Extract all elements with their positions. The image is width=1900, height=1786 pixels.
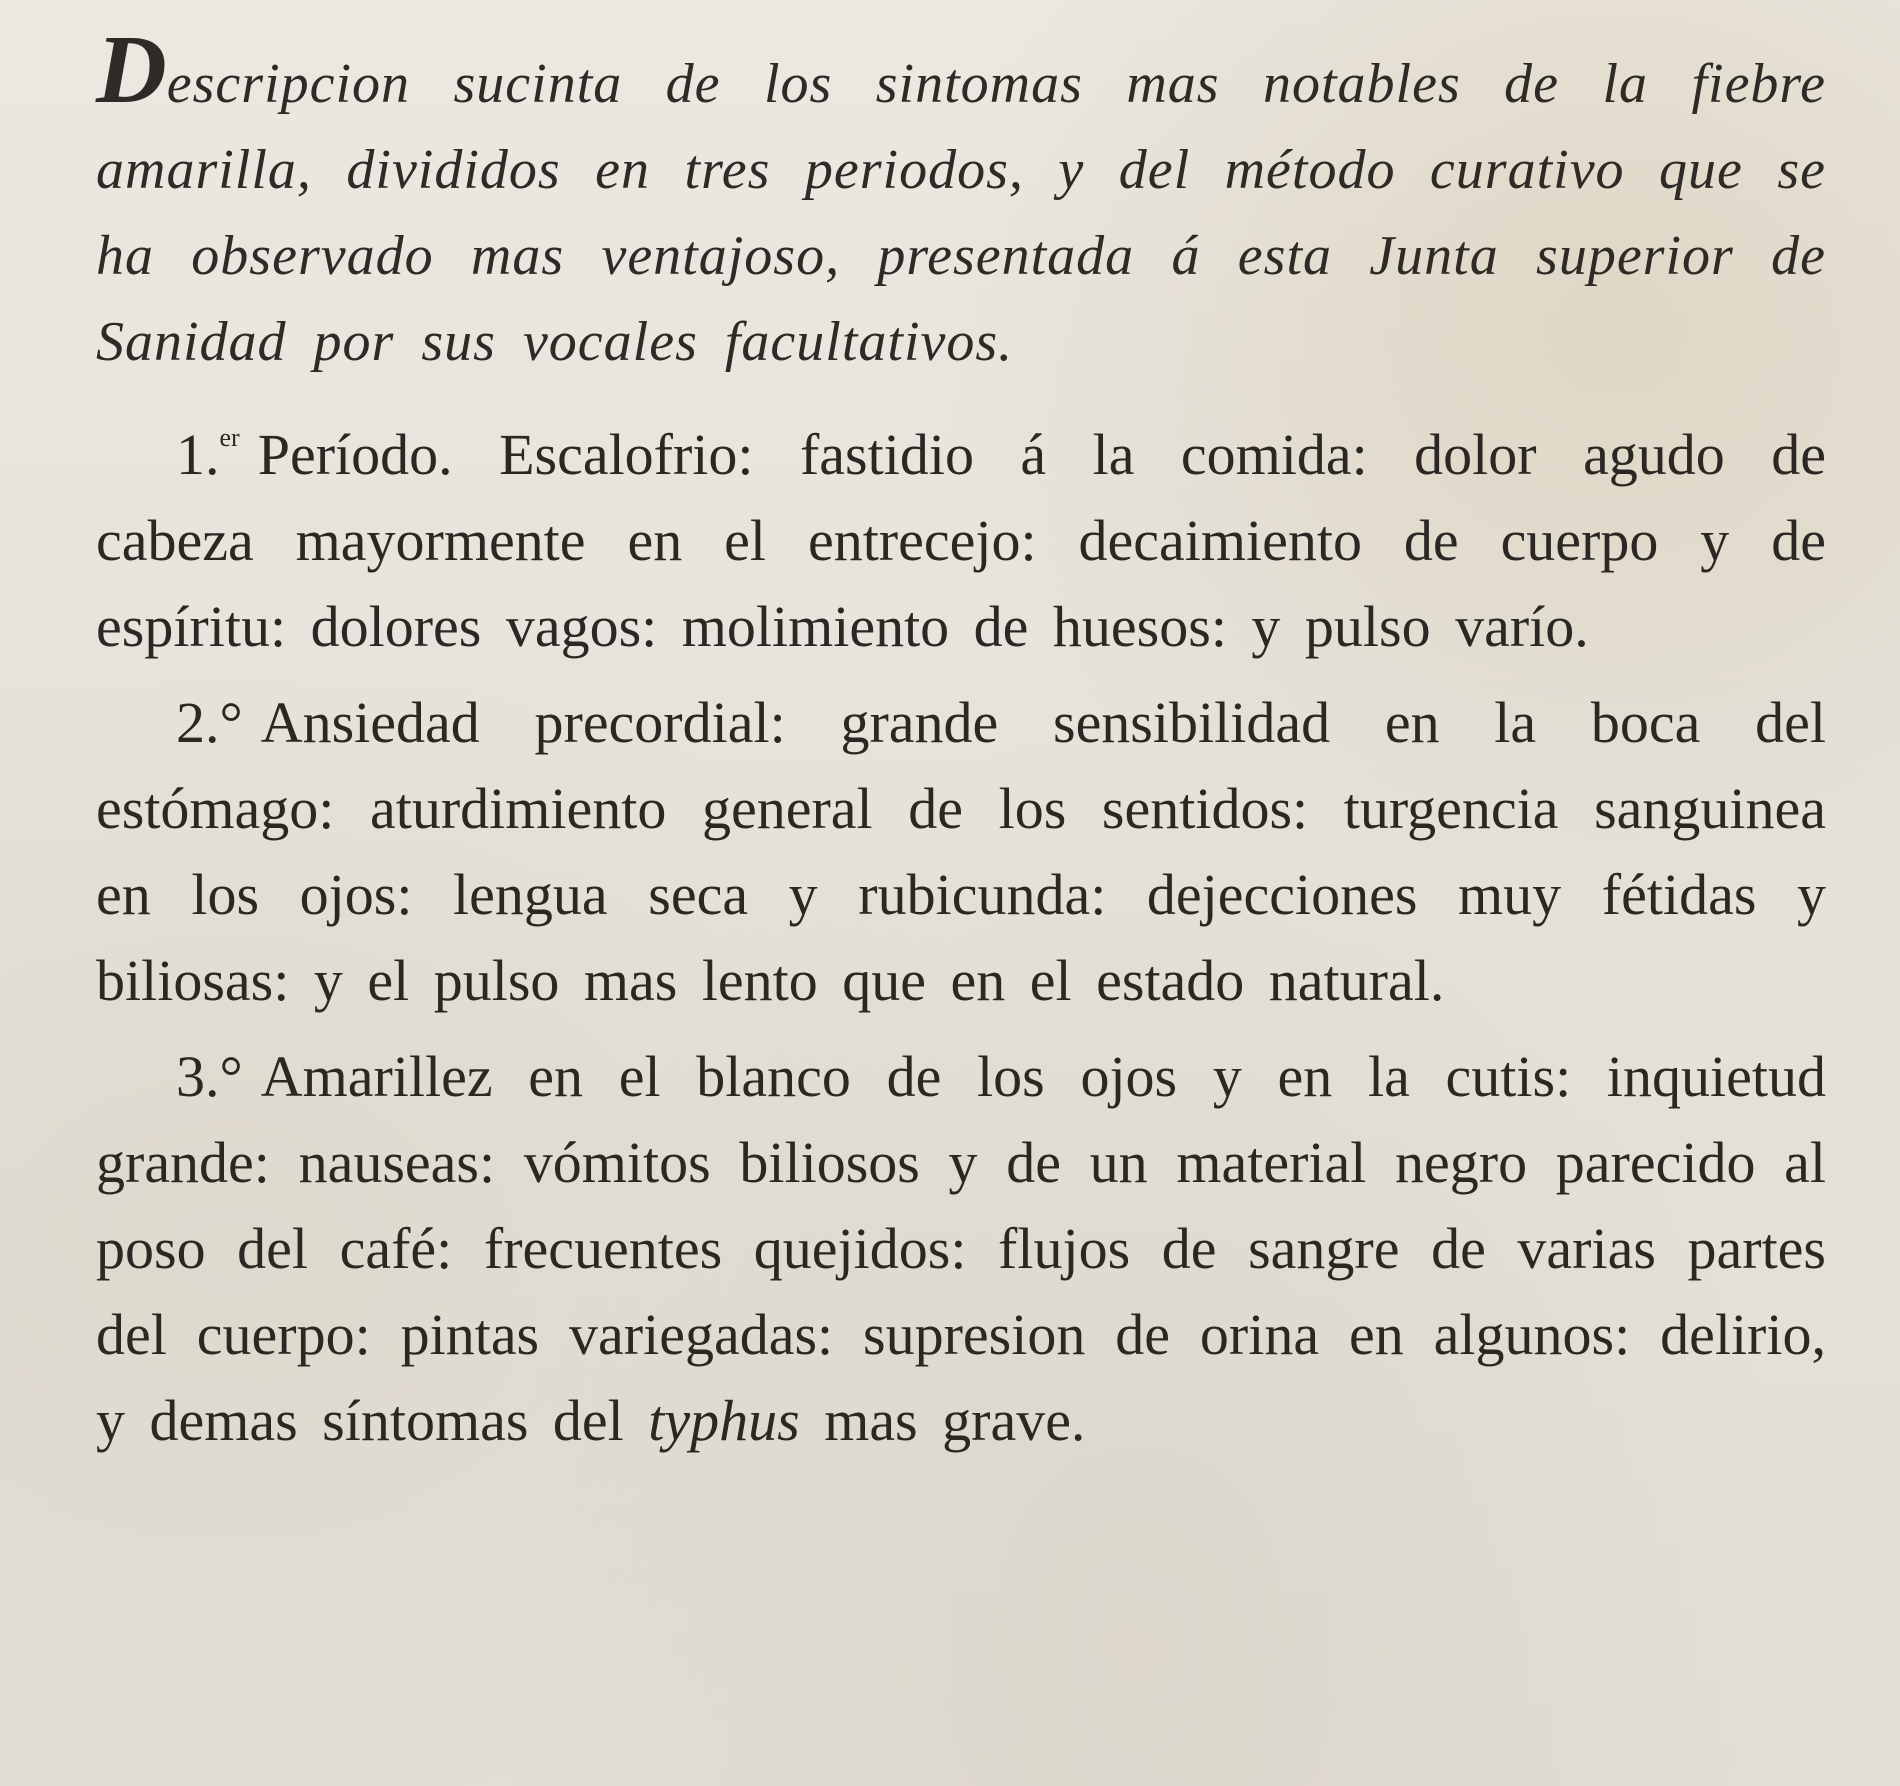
period-2-text: Ansiedad precordial: grande sensibilidad en la boca del estómago: aturdimiento general de los sentidos: turgencia sanguinea en los ojos: lengua seca y rubicunda: dejecciones muy fétidas y biliosas: y el pulso mas lento que en el estado natural. (96, 690, 1826, 1013)
text-column (96, 16, 1826, 1464)
document-title (96, 16, 1826, 385)
period-1-superscript: er (219, 423, 240, 452)
period-3-number: 3.° (176, 1044, 243, 1109)
period-3-text-before: Amarillez en el blanco de los ojos y en la cutis: inquietud grande: nauseas: vómitos biliosos y de un material negro parecido al poso del café: frecuentes quejidos: flujos de sangre de varias partes del cuerpo: pintas variegadas: supresion de orina en algunos: delirio, y demas síntomas del (96, 1044, 1826, 1453)
period-2-paragraph (96, 680, 1826, 1024)
period-1-number (176, 395, 240, 498)
drop-cap: D (96, 16, 167, 124)
title-text: escripcion sucinta de los sintomas mas notables de la fiebre amarilla, divididos en tres periodos, y del método curativo que se ha observado mas ventajoso, presentada á esta Junta superior de Sanidad por sus vocales facultativos. (96, 53, 1826, 373)
period-2-number: 2.° (176, 690, 243, 755)
period-1-number-text: 1. (176, 422, 220, 487)
period-3-italic-word: typhus (648, 1388, 800, 1453)
period-3-paragraph (96, 1034, 1826, 1464)
period-3-text-after: mas grave. (824, 1388, 1086, 1453)
period-1-text: Período. Escalofrio: fastidio á la comida: dolor agudo de cabeza mayormente en el entrecejo: decaimiento de cuerpo y de espíritu: dolores vagos: molimiento de huesos: y pulso varío. (96, 422, 1826, 659)
period-1-paragraph (96, 395, 1826, 670)
